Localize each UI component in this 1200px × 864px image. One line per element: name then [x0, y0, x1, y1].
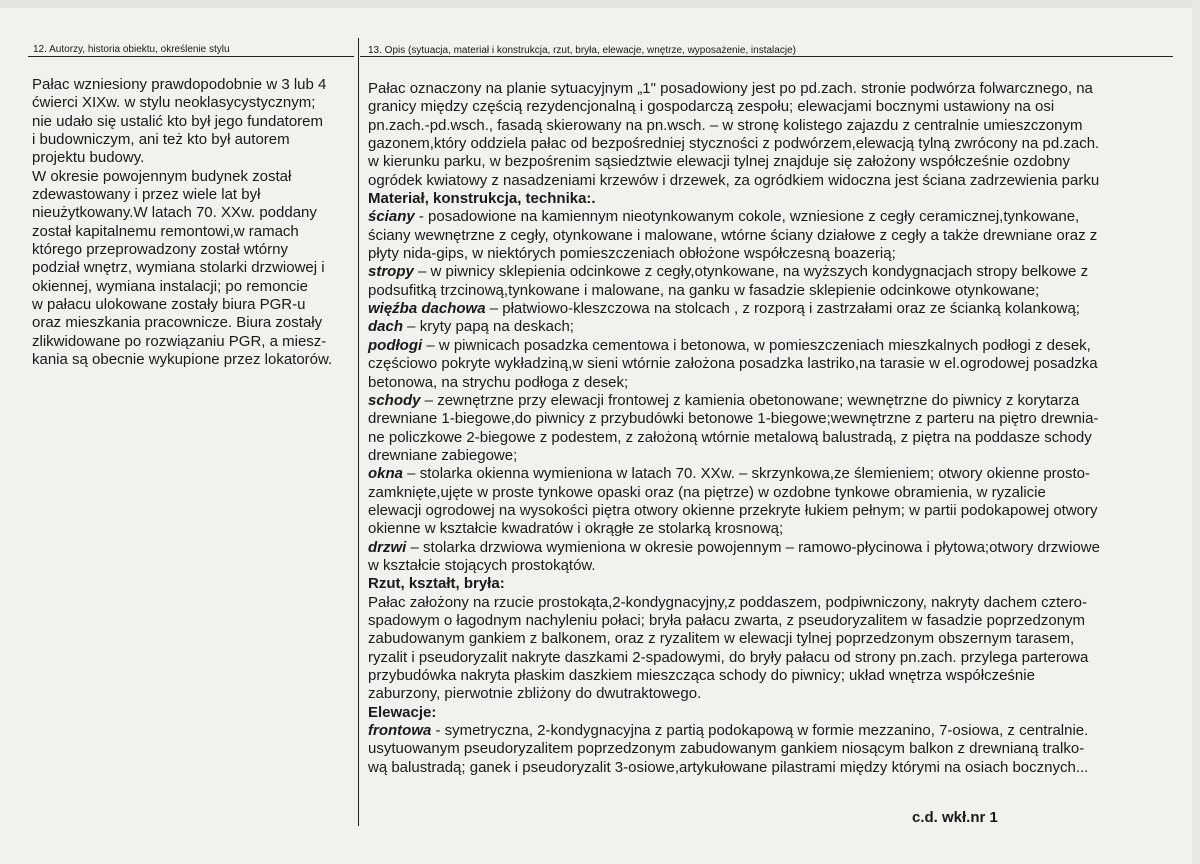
section-heading: Elewacje: [368, 703, 437, 721]
line-text: granicy między częścią rezydencjonalną i gospodarczą zespołu; elewacjami bocznymi ustawiony na osi [368, 98, 1055, 116]
line-text: zabudowanym gankiem z balkonem, oraz z ryzalitem w elewacji tylnej poprzedzonym obszernym tarasem, [368, 630, 1075, 648]
description-line [368, 557, 1178, 575]
description-line [368, 649, 1178, 667]
history-line: ćwierci XIXw. w stylu neoklasycystycznym; [32, 94, 316, 112]
description-line [368, 80, 1178, 98]
line-text: ne policzkowe 2-biegowe z podestem, z założoną wtórnie metalową balustradą, z piętra na poddasze schody [368, 428, 1092, 446]
description-line [368, 685, 1178, 703]
description-line [368, 539, 1178, 557]
line-text: częściowo pokryte wykładziną,w sieni wtórnie założona posadzka lastriko,na tarasie w el.ogrodowej posadzka [368, 355, 1098, 373]
line-text: ryzalit i pseudoryzalit nakryte daszkami 2-spadowymi, do bryły pałacu od strony pn.zach. przylega parterowa [368, 648, 1089, 666]
section-heading: Materiał, konstrukcja, technika:. [368, 190, 596, 208]
history-line: w pałacu ulokowane zostały biura PGR-u [32, 296, 306, 314]
description-line [368, 135, 1178, 153]
line-text: drewniane zabiegowe; [368, 446, 518, 464]
line-text: wą balustradą; ganek i pseudoryzalit 3-osiowe,artykułowane pilastrami między którymi na osiach bocznych... [368, 758, 1089, 776]
description-line [368, 429, 1178, 447]
line-text: - posadowione na kamiennym nieotynkowanym cokole, wzniesione z cegły ceramicznej,tynkowane, [414, 208, 1080, 226]
description-line [368, 502, 1178, 520]
history-line: okiennej, wymiana instalacji; po remoncie [32, 277, 308, 295]
description-line [368, 740, 1178, 758]
line-text: spadowym o łagodnym nachyleniu połaci; bryła pałacu zwarta, z pseudoryzalitem w fasadzie poprzedzonym [368, 611, 1086, 629]
line-text: w kierunku parku, w bezpośrenim sąsiedztwie elewacji tylnej znajduje się założony współcześnie ozdobny [368, 153, 1071, 171]
line-text: – zewnętrzne przy elewacji frontowej z kamienia obetonowane; wewnętrzne do piwnicy z korytarza [420, 391, 1080, 409]
section-heading: Rzut, kształt, bryła: [368, 575, 505, 593]
section-12-header: 12. Autorzy, historia obiektu, określenie stylu [33, 44, 230, 55]
line-text: – stolarka okienna wymieniona w latach 70. XXw. – skrzynkowa,ze ślemieniem; otwory okienne prosto- [403, 465, 1091, 483]
description-line [368, 117, 1178, 135]
description-line [368, 447, 1178, 465]
history-line: W okresie powojennym budynek został [32, 167, 292, 185]
description-line [368, 208, 1178, 226]
line-text: drewniane 1-biegowe,do piwnicy z przybudówki betonowe 1-biegowe;wewnętrzne z parteru na piętro drewnia- [368, 410, 1099, 428]
description-line [368, 374, 1178, 392]
line-text: ściany wewnętrzne z cegły, otynkowane i malowane, wtórne ściany działowe z cegły a także drewniane oraz z [368, 226, 1098, 244]
element-term: dach [368, 318, 404, 336]
description-line [368, 245, 1178, 263]
line-text: w kształcie stojących prostokątów. [368, 556, 596, 574]
history-line: został kapitalnemu remontowi,w ramach [32, 222, 299, 240]
history-line: którego przeprowadzony został wtórny [32, 241, 288, 259]
history-line: Pałac wzniesiony prawdopodobnie w 3 lub 4 [32, 76, 327, 93]
continued-note: c.d. wkł.nr 1 [912, 809, 998, 826]
line-text: usytuowanym pseudoryzalitem poprzedzonym zabudowanym gankiem niosącym balkon z drewnianą tralko- [368, 740, 1085, 758]
history-line: nie udało się ustalić kto był jego fundatorem [32, 112, 324, 130]
description-line [368, 318, 1178, 336]
line-text: – płatwiowo-kleszczowa na stolcach , z rozporą i zastrzałami oraz ze ścianką kolankową; [485, 300, 1080, 318]
element-term: drzwi [368, 538, 407, 556]
section-13-header: 13. Opis (sytuacja, materiał i konstrukcja, rzut, bryła, elewacje, wnętrze, wyposażenie, instalacje) [368, 45, 796, 56]
line-text: – w piwnicach posadzka cementowa i betonowa, w pomieszczeniach mieszkalnych podłogi z desek, [422, 336, 1091, 354]
description-line [368, 484, 1178, 502]
history-line: oraz mieszkania pracownicze. Biura zostały [32, 314, 323, 332]
line-text: – stolarka drzwiowa wymieniona w okresie powojennym – ramowo-płycinowa i płytowa;otwory drzwiowe [406, 538, 1100, 556]
line-text: gazonem,który oddziela pałac od bezpośredniej styczności z podwórzem,elewacją tylną zwrócony na pd.zach. [368, 135, 1100, 153]
line-text: Pałac założony na rzucie prostokąta,2-kondygnacyjny,z poddaszem, podpiwniczony, nakryty dachem cztero- [368, 593, 1087, 611]
description-line [368, 282, 1178, 300]
description-line [368, 392, 1178, 410]
line-text: pn.zach.-pd.wsch., fasadą skierowany na pn.wsch. – w stronę kolistego zajazdu z centralnie umieszczonym [368, 116, 1083, 134]
history-line: zlikwidowane po rozwiązaniu PGR, a miesz- [32, 332, 327, 350]
line-text: - symetryczna, 2-kondygnacyjna z partią podokapową w formie mezzanino, 7-osiowa, z centralnie. [431, 722, 1089, 740]
description-line [368, 465, 1178, 483]
description-line [368, 355, 1178, 373]
description-line [368, 300, 1178, 318]
description-line [368, 612, 1178, 630]
description-line [368, 722, 1178, 740]
line-text: przybudówka nakryta płaskim daszkiem mieszcząca schody do piwnicy; układ wnętrza współcześnie [368, 667, 1035, 684]
element-term: okna [368, 465, 404, 483]
element-term: schody [368, 391, 421, 409]
history-line: projektu budowy. [32, 149, 145, 167]
line-text: zamknięte,ujęte w proste tynkowe opaski oraz (na piętrze) w ozdobne tynkowe obramienia, w ryzalicie [368, 483, 1046, 501]
element-term: więźba dachowa [368, 300, 486, 318]
line-text: – kryty papą na deskach; [403, 318, 574, 336]
description-line [368, 594, 1178, 612]
line-text: zaburzony, pierwotnie zbliżony do dwutraktowego. [368, 685, 702, 703]
history-line: podział wnętrz, wymiana stolarki drzwiowej i [32, 259, 325, 277]
line-text: – w piwnicy sklepienia odcinkowe z cegły,otynkowane, na wyższych kondygnacjach stropy belkowe z [413, 263, 1089, 281]
description-line [368, 759, 1178, 777]
line-text: betonowa, na strychu podłoga z desek; [368, 373, 629, 391]
header-rule-right [360, 56, 1173, 57]
history-line: i budowniczym, ani też kto był autorem [32, 131, 290, 149]
line-text: ogródek kwiatowy z nasadzeniami krzewów i drzewek, za ogródkiem widoczna jest ściana zadrzewienia parku [368, 171, 1100, 189]
element-term: frontowa [368, 722, 432, 740]
history-line: kania są obecnie wykupione przez lokatorów. [32, 351, 333, 369]
line-text: elewacji ogrodowej na wysokości piętra otwory okienne przekryte łukiem pełnym; w partii podokapowej otwory [368, 501, 1098, 519]
description-line [368, 227, 1178, 245]
header-rule-left [28, 56, 354, 57]
description-line [368, 520, 1178, 538]
description-line [368, 667, 1178, 685]
scan-right-edge [1192, 0, 1200, 864]
description-line [368, 98, 1178, 116]
history-line: zdewastowany i przez wiele lat był [32, 186, 261, 204]
description-line [368, 172, 1178, 190]
element-term: podłogi [368, 336, 423, 354]
description-line [368, 410, 1178, 428]
history-text [32, 76, 362, 370]
line-text: okienne w kształcie kwadratów i okrągłe ze stolarką krosnową; [368, 520, 784, 538]
description-text [368, 80, 1178, 777]
element-term: stropy [368, 263, 414, 281]
description-line [368, 337, 1178, 355]
line-text: Pałac oznaczony na planie sytuacyjnym „1" posadowiony jest po pd.zach. stronie podwórza folwarcznego, na [368, 80, 1093, 97]
element-term: ściany [368, 208, 415, 226]
history-line: nieużytkowany.W latach 70. XXw. poddany [32, 204, 317, 222]
scan-top-edge [0, 0, 1200, 8]
line-text: płyty nida-gips, w niektórych pomieszczeniach obłożone współczesną boazerią; [368, 245, 896, 263]
line-text: podsufitką trzcinową,tynkowane i malowane, na ganku w fasadzie sklepienie odcinkowe otynkowane; [368, 281, 1040, 299]
description-line [368, 263, 1178, 281]
description-line [368, 153, 1178, 171]
description-line [368, 630, 1178, 648]
